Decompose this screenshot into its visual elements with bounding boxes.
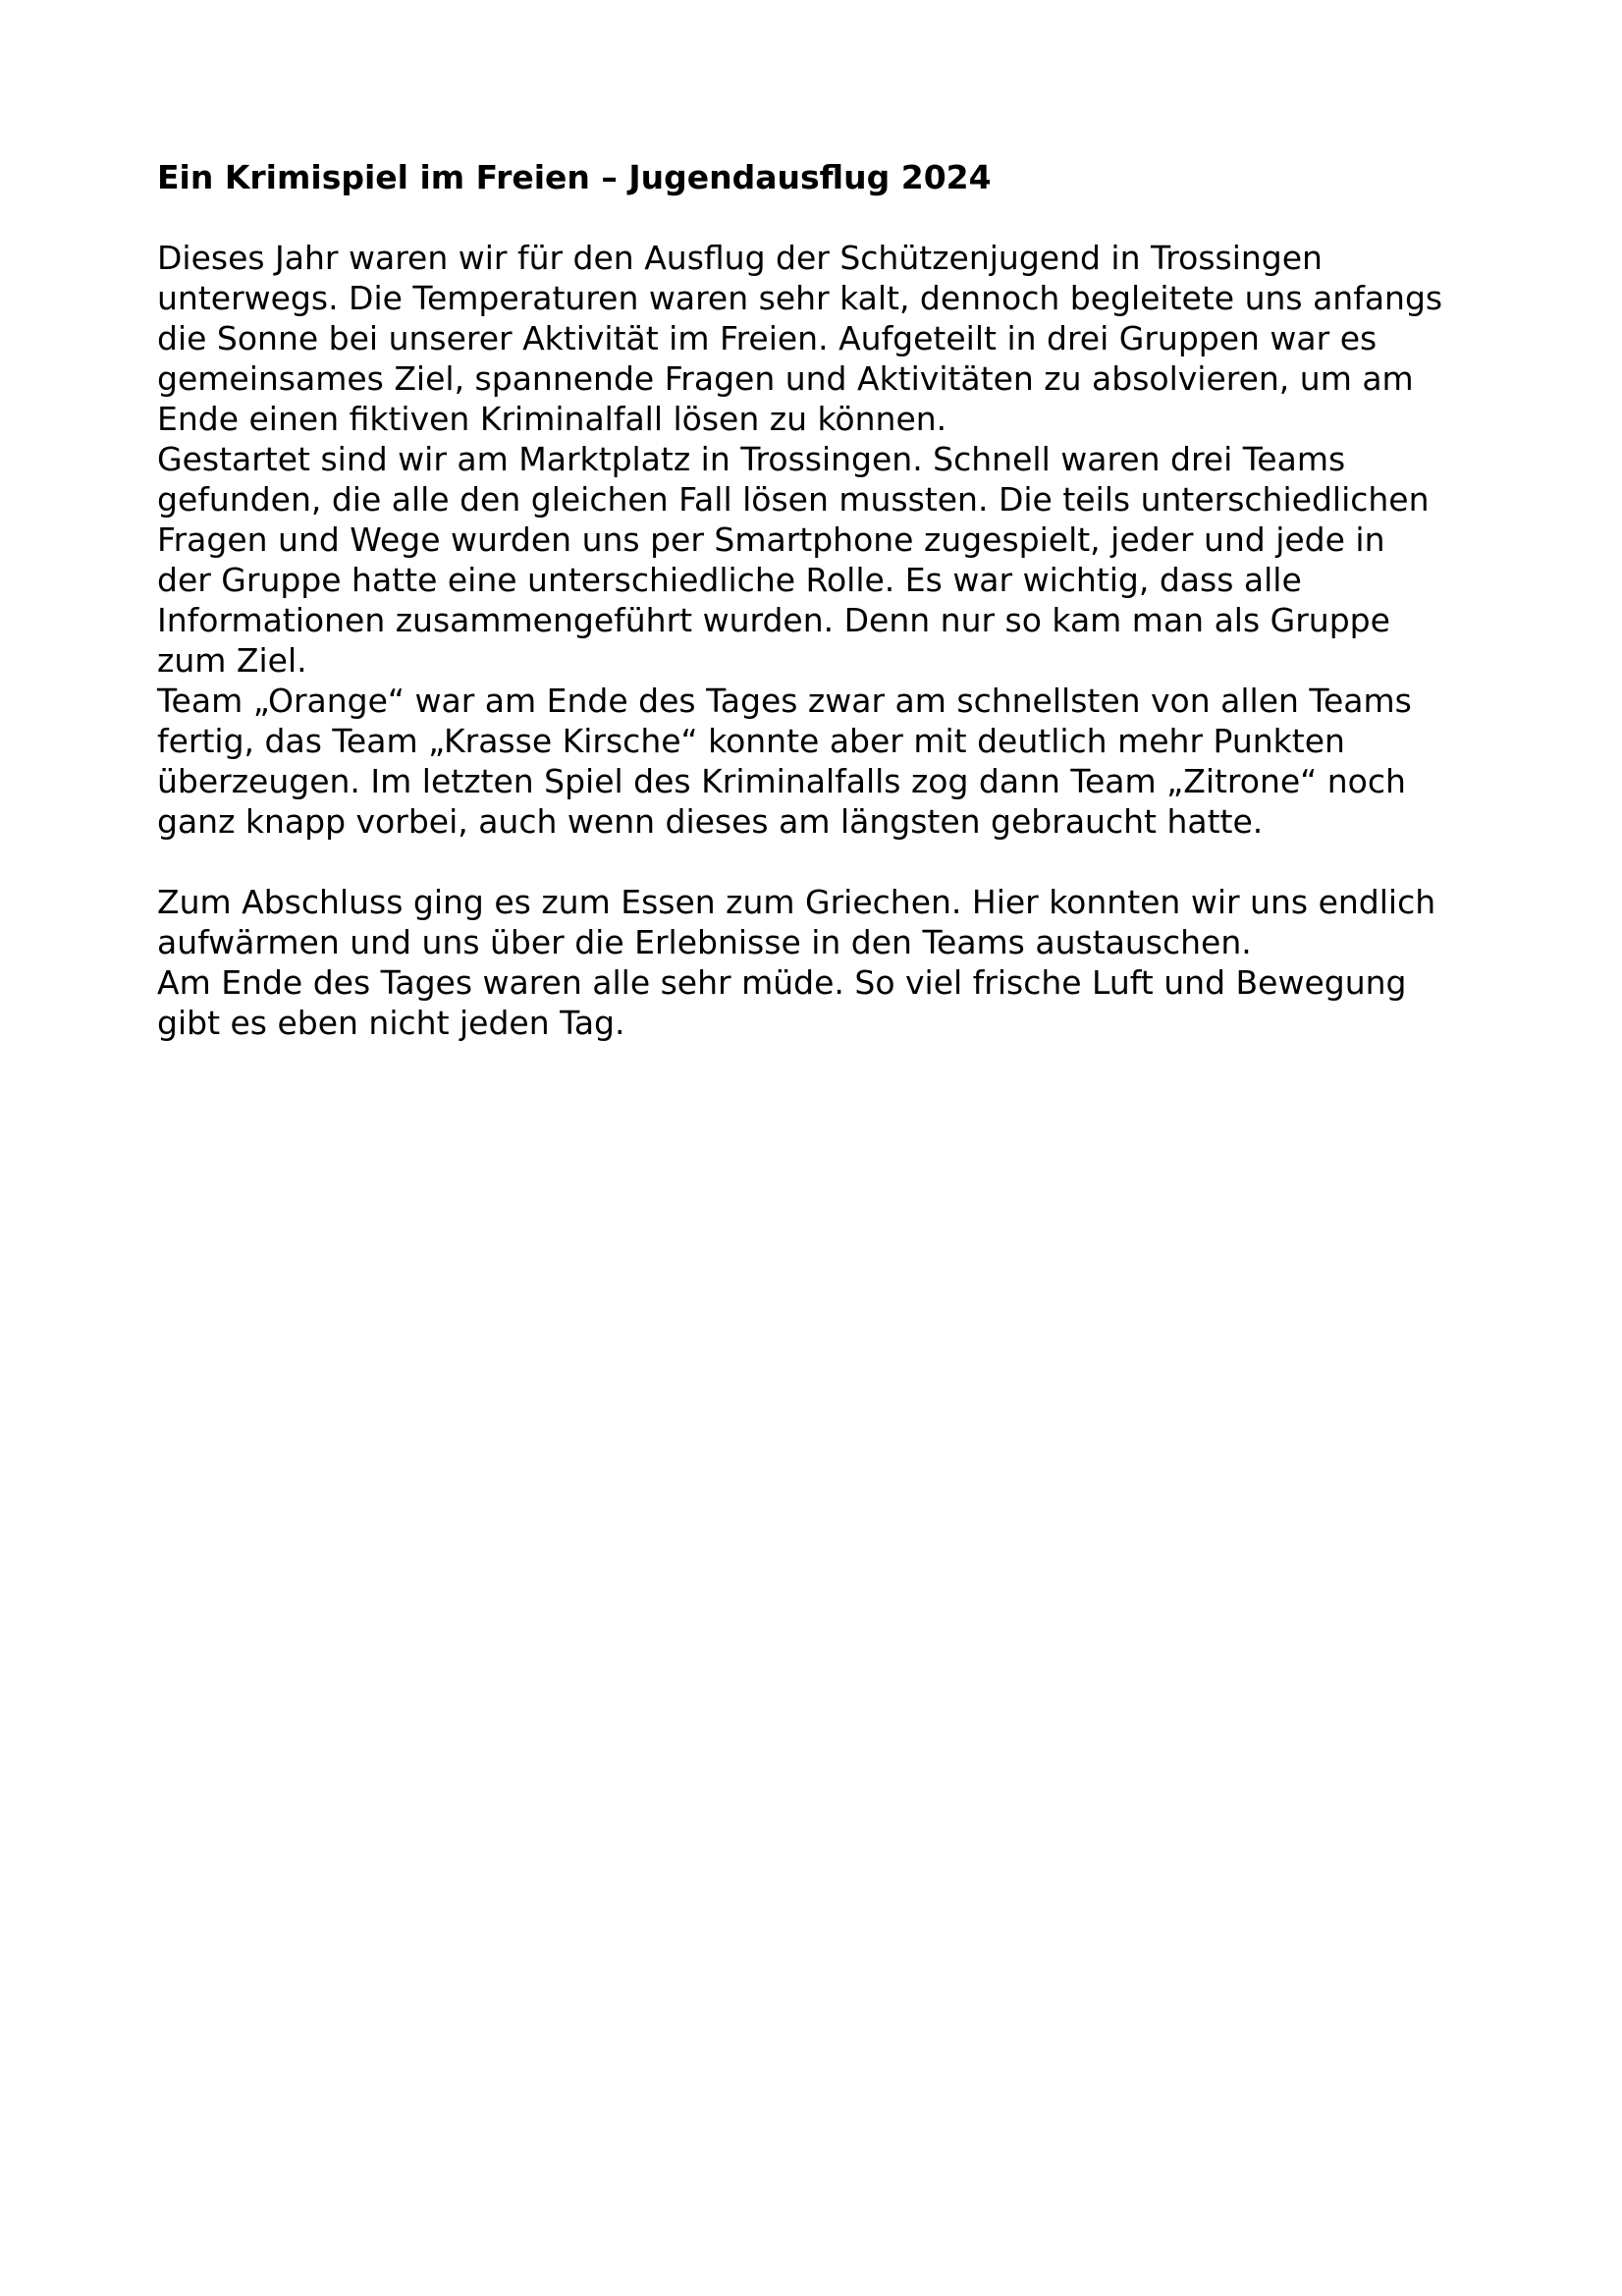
paragraph-block-2	[157, 882, 1532, 1043]
text-line: gemeinsames Ziel, spannende Fragen und Aktivitäten zu absolvieren, um am	[157, 359, 1414, 398]
text-line: Gestartet sind wir am Marktplatz in Trossingen. Schnell waren drei Teams	[157, 440, 1346, 478]
text-line: Fragen und Wege wurden uns per Smartphone zugespielt, jeder und jede in	[157, 520, 1385, 559]
paragraph-block-1	[157, 238, 1532, 842]
text-line: unterwegs. Die Temperaturen waren sehr kalt, dennoch begleitete uns anfangs	[157, 279, 1443, 317]
text-line: gibt es eben nicht jeden Tag.	[157, 1004, 625, 1042]
text-line: fertig, das Team „Krasse Kirsche“ konnte aber mit deutlich mehr Punkten	[157, 722, 1345, 760]
text-line: überzeugen. Im letzten Spiel des Kriminalfalls zog dann Team „Zitrone“ noch	[157, 762, 1406, 800]
text-line: Dieses Jahr waren wir für den Ausflug der Schützenjugend in Trossingen	[157, 239, 1323, 277]
text-line: Am Ende des Tages waren alle sehr müde. So viel frische Luft und Bewegung	[157, 963, 1407, 1002]
paragraph-spacer	[157, 842, 1532, 882]
text-line: die Sonne bei unserer Aktivität im Freien. Aufgeteilt in drei Gruppen war es	[157, 319, 1378, 357]
text-line: gefunden, die alle den gleichen Fall lösen mussten. Die teils unterschiedlichen	[157, 480, 1430, 519]
document-title: Ein Krimispiel im Freien – Jugendausflug 2024	[157, 158, 992, 196]
text-line: zum Ziel.	[157, 641, 307, 680]
text-line: Zum Abschluss ging es zum Essen zum Griechen. Hier konnten wir uns endlich	[157, 883, 1436, 921]
text-line: der Gruppe hatte eine unterschiedliche Rolle. Es war wichtig, dass alle	[157, 561, 1302, 599]
text-line: Informationen zusammengeführt wurden. Denn nur so kam man als Gruppe	[157, 601, 1390, 639]
text-line: Team „Orange“ war am Ende des Tages zwar am schnellsten von allen Teams	[157, 682, 1412, 720]
text-line: aufwärmen und uns über die Erlebnisse in den Teams austauschen.	[157, 923, 1252, 961]
text-line: Ende einen fiktiven Kriminalfall lösen zu können.	[157, 400, 947, 438]
document-body	[157, 157, 1532, 1043]
text-line: ganz knapp vorbei, auch wenn dieses am längsten gebraucht hatte.	[157, 802, 1264, 841]
